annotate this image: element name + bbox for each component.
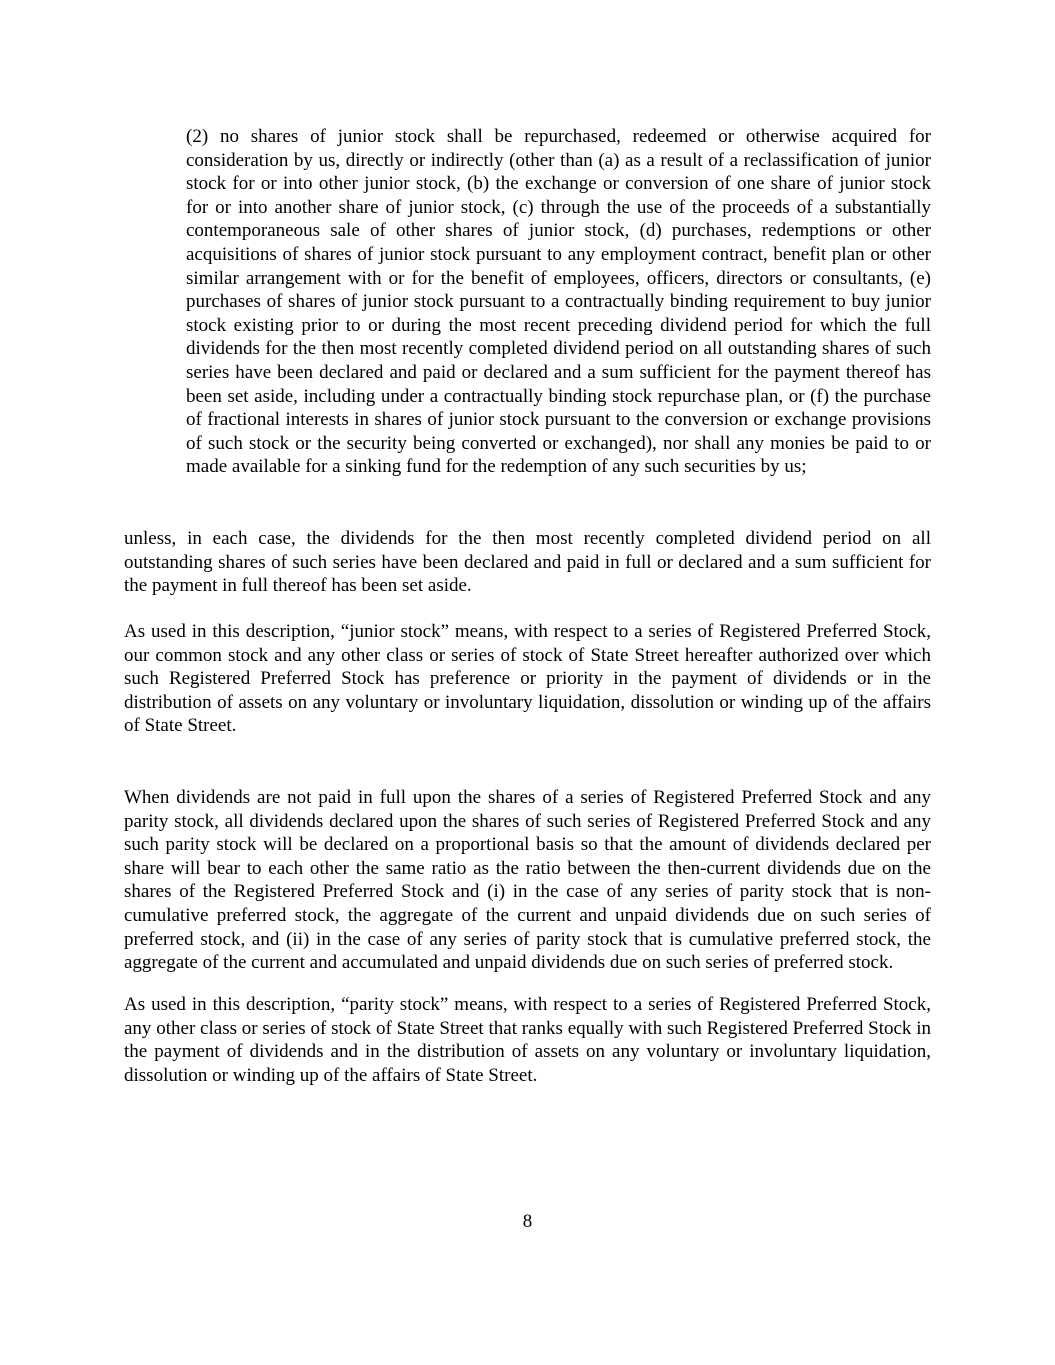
- parity-stock-definition-paragraph: As used in this description, “parity stock” means, with respect to a series of Registered Preferred Stock, any other class or series of stock of State Street that ranks equally with such Registered Preferred Stock in the payment of dividends and in the distribution of assets on any voluntary or involuntary liquidation, dissolution or winding up of the affairs of State Street.: [124, 994, 931, 1086]
- dividends-not-paid-paragraph: When dividends are not paid in full upon the shares of a series of Registered Preferred Stock and any parity stock, all dividends declared upon the shares of such series of Registered Preferred Stock and any such parity stock will be declared on a proportional basis so that the amount of dividends declared per share will bear to each other the same ratio as the ratio between the then-current dividends due on the shares of the Registered Preferred Stock and (i) in the case of any series of parity stock that is non-cumulative preferred stock, the aggregate of the current and unpaid dividends due on such series of preferred stock, and (ii) in the case of any series of parity stock that is cumulative preferred stock, the aggregate of the current and accumulated and unpaid dividends due on such series of preferred stock.: [124, 787, 931, 974]
- junior-stock-definition-paragraph: As used in this description, “junior stock” means, with respect to a series of Registered Preferred Stock, our common stock and any other class or series of stock of State Street hereafter authorized over which such Registered Preferred Stock has preference or priority in the payment of dividends or in the distribution of assets on any voluntary or involuntary liquidation, dissolution or winding up of the affairs of State Street.: [124, 621, 931, 737]
- unless-paragraph: unless, in each case, the dividends for the then most recently completed dividend period on all outstanding shares of such series have been declared and paid in full or declared and a sum sufficient for the payment in full thereof has been set aside.: [124, 528, 931, 597]
- page-number: 8: [522, 1211, 533, 1232]
- indented-clause-paragraph: (2) no shares of junior stock shall be repurchased, redeemed or otherwise acquired for consideration by us, directly or indirectly (other than (a) as a result of a reclassification of junior stock for or into other junior stock, (b) the exchange or conversion of one share of junior stock for or into another share of junior stock, (c) through the use of the proceeds of a substantially contemporaneous sale of other shares of junior stock, (d) purchases, redemptions or other acquisitions of shares of junior stock pursuant to any employment contract, benefit plan or other similar arrangement with or for the benefit of employees, officers, directors or consultants, (e) purchases of shares of junior stock pursuant to a contractually binding requirement to buy junior stock existing prior to or during the most recent preceding dividend period for which the full dividends for the then most recently completed dividend period on all outstanding shares of such series have been declared and paid or declared and a sum sufficient for the payment thereof has been set aside, including under a contractually binding stock repurchase plan, or (f) the purchase of fractional interests in shares of junior stock pursuant to the conversion or exchange provisions of such stock or the security being converted or exchanged), nor shall any monies be paid to or made available for a sinking fund for the redemption of any such securities by us;: [186, 126, 931, 478]
